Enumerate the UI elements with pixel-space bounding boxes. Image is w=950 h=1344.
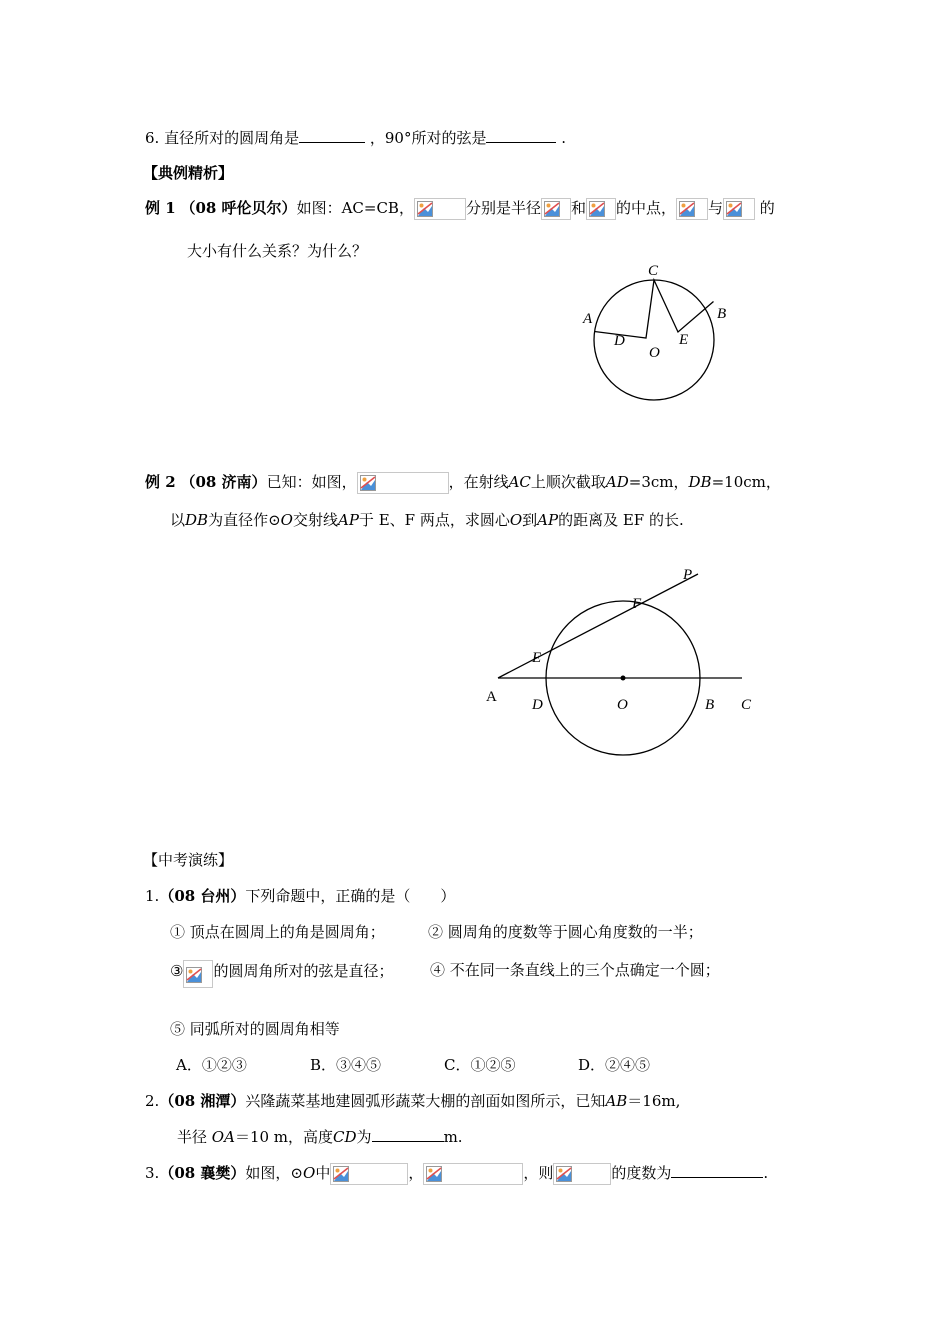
example-1: 例 1 （08 呼伦贝尔）如图：AC=CB， 分别是半径 和 的中点， 与 的 bbox=[145, 198, 775, 220]
label-A: A bbox=[486, 689, 497, 705]
figure-circle-1 bbox=[570, 255, 740, 405]
broken-image-icon bbox=[183, 960, 213, 988]
statement-1: ① 顶点在圆周上的角是圆周角； bbox=[170, 923, 385, 941]
answer-blank[interactable] bbox=[299, 128, 365, 143]
broken-image-icon bbox=[676, 198, 708, 220]
question-number: 6. bbox=[145, 129, 160, 147]
statement-2: ② 圆周角的度数等于圆心角度数的一半； bbox=[428, 923, 703, 941]
practice-2-line-2: 半径 OA＝10 m，高度CD为 m. bbox=[177, 1128, 463, 1146]
label-C: C bbox=[741, 697, 752, 713]
figure-circle-2 bbox=[480, 560, 760, 760]
practice-1: 1.（08 台州）下列命题中，正确的是（ ） bbox=[145, 887, 456, 905]
option-A[interactable]: A．①②③ bbox=[176, 1056, 247, 1074]
question-6: 6. 直径所对的圆周角是 ，90°所对的弦是 . bbox=[145, 129, 567, 147]
statement-3: ③ 的圆周角所对的弦是直径； bbox=[170, 960, 393, 988]
broken-image-icon bbox=[423, 1163, 523, 1185]
center-point bbox=[621, 676, 626, 681]
label-B: B bbox=[705, 697, 715, 713]
answer-blank[interactable] bbox=[671, 1163, 763, 1178]
option-D[interactable]: D．②④⑤ bbox=[578, 1056, 651, 1074]
label-E: E bbox=[532, 650, 542, 666]
practice-2: 2.（08 湘潭）兴隆蔬菜基地建圆弧形蔬菜大棚的剖面如图所示，已知AB＝16m, bbox=[145, 1092, 681, 1110]
label-P: P bbox=[683, 567, 693, 583]
label-B: B bbox=[717, 306, 727, 322]
label-D: D bbox=[614, 333, 625, 349]
label-O: O bbox=[617, 697, 628, 713]
broken-image-icon bbox=[541, 198, 571, 220]
circle bbox=[594, 280, 714, 400]
example-2-line-2: 以DB为直径作⊙O交射线AP于 E、F 两点，求圆心O到AP的距离及 EF 的长. bbox=[170, 511, 684, 529]
answer-blank[interactable] bbox=[486, 128, 556, 143]
option-B[interactable]: B．③④⑤ bbox=[310, 1056, 382, 1074]
statement-4: ④ 不在同一条直线上的三个点确定一个圆； bbox=[430, 961, 720, 979]
label-C: C bbox=[648, 263, 659, 279]
broken-image-icon bbox=[723, 198, 755, 220]
broken-image-icon bbox=[553, 1163, 611, 1185]
practice-3: 3.（08 襄樊）如图，⊙O中 ， ，则 的度数为 . bbox=[145, 1163, 768, 1185]
statement-5: ⑤ 同弧所对的圆周角相等 bbox=[170, 1020, 340, 1038]
broken-image-icon bbox=[330, 1163, 408, 1185]
example-2: 例 2 （08 济南）已知：如图， ，在射线AC上顺次截取AD=3cm，DB=10cm， bbox=[145, 472, 781, 494]
option-C[interactable]: C．①②⑤ bbox=[444, 1056, 516, 1074]
label-O: O bbox=[649, 345, 660, 361]
broken-image-icon bbox=[586, 198, 616, 220]
radii-chords bbox=[595, 280, 714, 338]
broken-image-icon bbox=[414, 198, 466, 220]
label-A: A bbox=[583, 311, 593, 327]
section-heading-examples: 【典例精析】 bbox=[143, 164, 234, 182]
answer-blank[interactable] bbox=[372, 1127, 444, 1142]
broken-image-icon bbox=[357, 472, 449, 494]
example-1-line-2: 大小有什么关系？为什么？ bbox=[187, 242, 368, 260]
section-heading-practice: 【中考演练】 bbox=[143, 851, 234, 869]
label-E: E bbox=[679, 332, 689, 348]
label-D: D bbox=[532, 697, 543, 713]
label-F: F bbox=[632, 596, 642, 612]
ray-AP bbox=[498, 574, 698, 678]
